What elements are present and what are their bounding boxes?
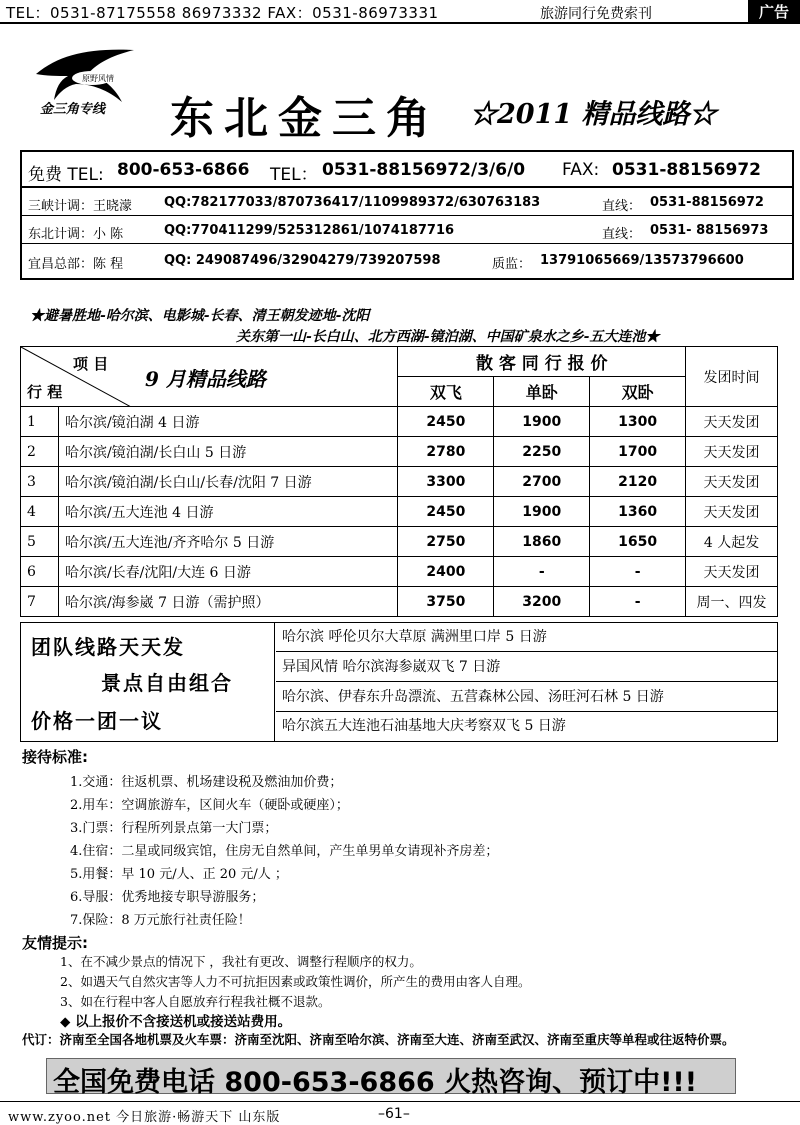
- standard-item: 7.保险：8 万元旅行社责任险！: [70, 913, 251, 928]
- standard-item: 3.门票：行程所列景点第一大门票；: [70, 821, 278, 836]
- row-depart: 天天发团: [686, 407, 778, 437]
- row-route: 哈尔滨/镜泊湖/长白山/长春/沈阳 7 日游: [58, 467, 397, 497]
- row-price-fly: 3300: [398, 467, 494, 497]
- slogan-line-2: 景点自由组合: [101, 671, 233, 695]
- contact-qq: QQ: 249087496/32904279/739207598: [164, 253, 441, 268]
- table-row: [21, 467, 778, 497]
- row-price-double: 1700: [590, 437, 686, 467]
- header-route-label: 行 程: [27, 383, 63, 401]
- row-route: 哈尔滨/五大连池/齐齐哈尔 5 日游: [58, 527, 397, 557]
- table-row: [21, 527, 778, 557]
- row-price-double: -: [590, 557, 686, 587]
- page-subtitle: ☆2011 精品线路☆: [470, 99, 717, 130]
- table-row: [21, 587, 778, 617]
- row-depart: 天天发团: [686, 437, 778, 467]
- table-row: [21, 497, 778, 527]
- table-row: [21, 437, 778, 467]
- tip-item: 3、如在行程中客人自愿放弃行程我社概不退款。: [60, 994, 331, 1009]
- highlight-line-1: ★避暑胜地-哈尔滨、电影城-长春、清王朝发迹地-沈阳: [30, 308, 370, 324]
- tip-note: ◆ 以上报价不含接送机或接送站费用。: [60, 1014, 292, 1030]
- row-number: 4: [21, 497, 59, 527]
- row-price-fly: 2450: [398, 497, 494, 527]
- group-route: 哈尔滨、伊春东升岛漂流、五营森林公园、汤旺河石林 5 日游: [276, 683, 778, 712]
- group-route: 哈尔滨五大连池石油基地大庆考察双飞 5 日游: [282, 718, 566, 734]
- contact-line: 13791065669/13573796600: [540, 253, 744, 268]
- row-price-double: 1650: [590, 527, 686, 557]
- row-number: 3: [21, 467, 59, 497]
- row-price-single: 2250: [494, 437, 590, 467]
- standard-item: 4.住宿：二星或同级宾馆，住房无自然单间，产生单男单女请现补齐房差；: [70, 844, 499, 859]
- row-number: 6: [21, 557, 59, 587]
- group-slogan: [21, 623, 275, 741]
- row-price-double: -: [590, 587, 686, 617]
- contact-qq: QQ:782177033/870736417/1109989372/630763183: [164, 195, 541, 210]
- row-price-fly: 2400: [398, 557, 494, 587]
- group-box: [20, 622, 778, 742]
- row-route: 哈尔滨/镜泊湖 4 日游: [58, 407, 397, 437]
- tip-item: 2、如遇天气自然灾害等人力不可抗拒因素或政策性调价，所产生的费用由客人自理。: [60, 974, 531, 989]
- row-price-fly: 2750: [398, 527, 494, 557]
- booking-services: 代订：济南至全国各地机票及火车票：济南至沈阳、济南至哈尔滨、济南至大连、济南至武汉、济南至重庆等单程或往返特价票。: [22, 1032, 735, 1047]
- hotline-banner: [46, 1058, 736, 1098]
- contact-box: [20, 150, 794, 280]
- contact-row: [22, 218, 792, 244]
- header-item-label: 项 目: [73, 355, 109, 373]
- standard-item: 2.用车：空调旅游车，区间火车（硬卧或硬座）；: [70, 798, 349, 813]
- tip-item: 1、在不减少景点的情况下 ，我社有更改、调整行程顺序的权力。: [60, 954, 422, 969]
- row-number: 2: [21, 437, 59, 467]
- highlight-line-2: 关东第一山-长白山、北方西湖-镜泊湖、中国矿泉水之乡-五大连池★: [236, 329, 660, 345]
- row-depart: 天天发团: [686, 467, 778, 497]
- standard-item: 6.导服：优秀地接专职导游服务；: [70, 890, 265, 905]
- table-row: [21, 407, 778, 437]
- row-price-double: 2120: [590, 467, 686, 497]
- row-price-single: -: [494, 557, 590, 587]
- footer-site: www.zyoo.net 今日旅游·畅游天下 山东版: [8, 1110, 281, 1125]
- header-col3: 双卧: [590, 377, 686, 407]
- hotline-text: 全国免费电话 800-653-6866 火热咨询、预订中!!!: [53, 1067, 698, 1098]
- contact-line: 0531-88156972: [650, 195, 764, 210]
- group-route: 哈尔滨 呼伦贝尔大草原 满洲里口岸 5 日游: [276, 623, 778, 652]
- ad-badge: 广告: [748, 0, 800, 24]
- contact-line-label: 直线：: [602, 227, 642, 242]
- free-label: 免费 TEL:: [28, 165, 104, 185]
- header-col2: 单卧: [494, 377, 590, 407]
- contact-label: 宜昌总部：陈 程: [28, 257, 124, 272]
- contact-line-label: 直线：: [602, 199, 642, 214]
- free-number: 800-653-6866: [117, 160, 250, 180]
- logo-subtitle: 金三角专线: [40, 102, 106, 117]
- page-title: 东北金三角: [170, 93, 440, 144]
- top-contact: TEL：0531-87175558 86973332 FAX：0531-86973331: [6, 4, 439, 22]
- header-title: 9 月精品线路: [145, 367, 266, 391]
- contact-label: 东北计调：小 陈: [28, 227, 124, 242]
- row-route: 哈尔滨/镜泊湖/长白山 5 日游: [58, 437, 397, 467]
- standard-item: 1.交通：往返机票、机场建设税及燃油加价费；: [70, 775, 343, 790]
- row-number: 1: [21, 407, 59, 437]
- group-route: 异国风情 哈尔滨海参崴双飞 7 日游: [276, 653, 778, 682]
- fax-number: 0531-88156972: [612, 160, 761, 180]
- row-depart: 天天发团: [686, 497, 778, 527]
- row-route: 哈尔滨/五大连池 4 日游: [58, 497, 397, 527]
- contact-line: 0531- 88156973: [650, 223, 769, 238]
- row-price-single: 1900: [494, 497, 590, 527]
- row-depart: 周一、四发: [686, 587, 778, 617]
- row-price-single: 1900: [494, 407, 590, 437]
- slogan-line-3: 价格一团一议: [31, 709, 163, 733]
- header-price: 散 客 同 行 报 价: [398, 347, 686, 377]
- row-price-fly: 2780: [398, 437, 494, 467]
- header-depart: 发团时间: [686, 347, 778, 407]
- row-route: 哈尔滨/海参崴 7 日游（需护照）: [58, 587, 397, 617]
- row-number: 5: [21, 527, 59, 557]
- contact-label: 三峡计调：王晓濛: [28, 199, 133, 214]
- tel-number: 0531-88156972/3/6/0: [322, 160, 526, 180]
- standards-title: 接待标准:: [22, 748, 88, 766]
- row-number: 7: [21, 587, 59, 617]
- table-header-route: [21, 347, 398, 407]
- table-row: [21, 557, 778, 587]
- tips-title: 友情提示:: [22, 934, 88, 952]
- row-price-double: 1360: [590, 497, 686, 527]
- row-price-fly: 2450: [398, 407, 494, 437]
- hotline-row: [22, 154, 792, 188]
- fax-label: FAX:: [562, 160, 600, 180]
- page-number: –61–: [378, 1106, 410, 1122]
- row-depart: 天天发团: [686, 557, 778, 587]
- standard-item: 5.用餐：早 10 元/人、正 20 元/人 ；: [70, 867, 288, 882]
- top-tag: 旅游同行免费索刊: [540, 6, 652, 22]
- row-price-single: 2700: [494, 467, 590, 497]
- header-col1: 双飞: [398, 377, 494, 407]
- contact-qq: QQ:770411299/525312861/1074187716: [164, 223, 455, 238]
- tel-label: TEL：: [270, 165, 318, 185]
- slogan-line-1: 团队线路天天发: [31, 635, 185, 659]
- row-price-single: 3200: [494, 587, 590, 617]
- row-route: 哈尔滨/长春/沈阳/大连 6 日游: [58, 557, 397, 587]
- top-bar: [0, 0, 800, 24]
- logo-text: 原野风情: [82, 74, 114, 83]
- contact-row: [22, 248, 792, 274]
- contact-row: [22, 190, 792, 216]
- row-depart: 4 人起发: [686, 527, 778, 557]
- row-price-fly: 3750: [398, 587, 494, 617]
- price-table: [20, 346, 778, 617]
- row-price-single: 1860: [494, 527, 590, 557]
- contact-line-label: 质监：: [492, 257, 532, 272]
- footer: [0, 1101, 800, 1124]
- row-price-double: 1300: [590, 407, 686, 437]
